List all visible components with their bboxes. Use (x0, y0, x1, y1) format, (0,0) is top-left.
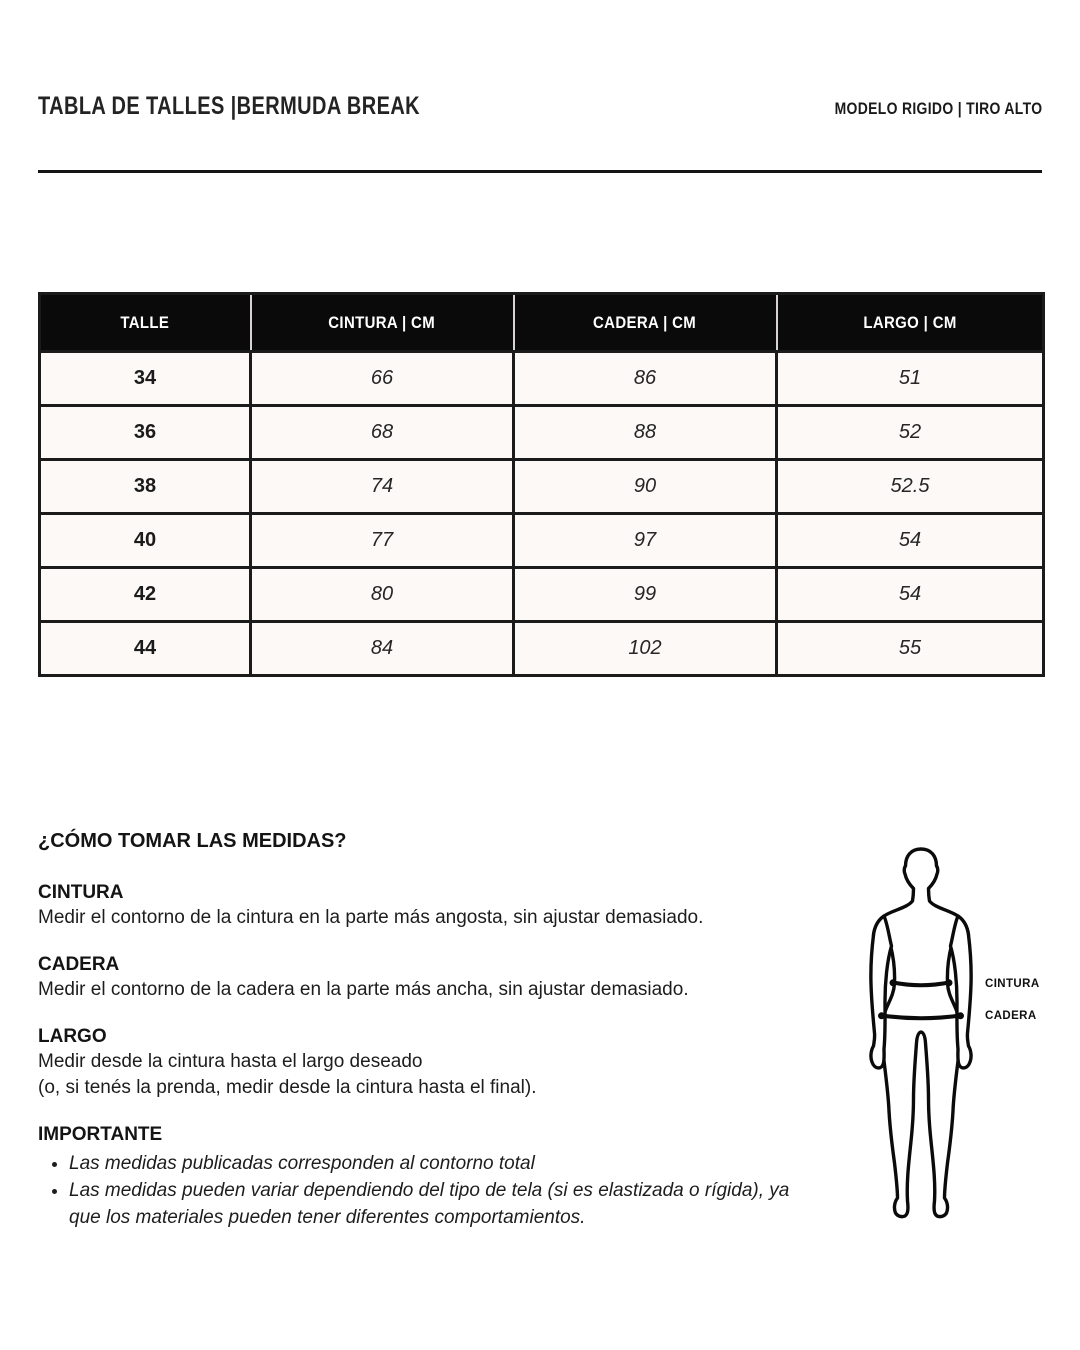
cintura-cell: 66 (251, 352, 514, 406)
waist-line-end-dot (946, 980, 952, 986)
hip-line-end-dot (958, 1013, 964, 1019)
how-to-measure-section (38, 830, 808, 1231)
cadera-cell: 97 (514, 514, 777, 568)
cadera-cell: 88 (514, 406, 777, 460)
cintura-cell: 84 (251, 622, 514, 676)
cintura-cell: 74 (251, 460, 514, 514)
cadera-text: Medir el contorno de la cadera en la parte más ancha, sin ajustar demasiado. (38, 979, 689, 1000)
largo-section (38, 1025, 808, 1101)
figure-label-cadera: CADERA (985, 1010, 1037, 1022)
largo-cell: 55 (777, 622, 1044, 676)
table-row (40, 568, 1044, 622)
size-cell: 36 (40, 406, 251, 460)
largo-cell: 51 (777, 352, 1044, 406)
body-figure (850, 843, 1025, 1248)
table-row (40, 460, 1044, 514)
waist-line-end-dot (890, 980, 896, 986)
important-bullet: • Las medidas publicadas corresponden al contorno total (69, 1150, 808, 1177)
cadera-cell: 86 (514, 352, 777, 406)
cadera-cell: 90 (514, 460, 777, 514)
cintura-heading: CINTURA (38, 882, 124, 903)
largo-cell: 52 (777, 406, 1044, 460)
important-list (38, 1150, 808, 1231)
table-row (40, 352, 1044, 406)
page-title: TABLA DE TALLES |BERMUDA BREAK (38, 92, 421, 120)
column-header-cintura: CINTURA | CM (251, 294, 514, 352)
cadera-cell: 102 (514, 622, 777, 676)
table-row (40, 622, 1044, 676)
how-to-measure-title: ¿CÓMO TOMAR LAS MEDIDAS? (38, 830, 347, 852)
body-measurement-figure (850, 841, 1080, 1256)
table-row (40, 406, 1044, 460)
size-cell: 34 (40, 352, 251, 406)
table-row (40, 514, 1044, 568)
important-bullet: • Las medidas pueden variar dependiendo del tipo de tela (si es elastizada o rígida), ya que los materiales pueden tener diferentes comportamientos. (69, 1177, 808, 1231)
largo-cell: 54 (777, 568, 1044, 622)
column-header-cadera: CADERA | CM (514, 294, 777, 352)
size-cell: 42 (40, 568, 251, 622)
column-header-largo: LARGO | CM (777, 294, 1044, 352)
column-header-talle: TALLE (40, 294, 251, 352)
size-cell: 44 (40, 622, 251, 676)
model-subtitle: MODELO RIGIDO | TIRO ALTO (834, 99, 1042, 118)
important-section (38, 1123, 808, 1231)
size-cell: 38 (40, 460, 251, 514)
cadera-cell: 99 (514, 568, 777, 622)
cintura-text: Medir el contorno de la cintura en la parte más angosta, sin ajustar demasiado. (38, 907, 704, 928)
hip-line-end-dot (879, 1013, 885, 1019)
largo-cell: 54 (777, 514, 1044, 568)
cintura-cell: 77 (251, 514, 514, 568)
size-cell: 40 (40, 514, 251, 568)
size-table (38, 292, 1045, 677)
cintura-cell: 68 (251, 406, 514, 460)
body-outline-path (874, 849, 969, 1217)
largo-text-line1: Medir desde la cintura hasta el largo deseado (38, 1051, 423, 1072)
cadera-section (38, 953, 808, 1003)
important-heading: IMPORTANTE (38, 1124, 163, 1145)
figure-label-cintura: CINTURA (985, 978, 1040, 990)
largo-heading: LARGO (38, 1026, 107, 1047)
cintura-section (38, 881, 808, 931)
cadera-heading: CADERA (38, 954, 120, 975)
header-divider (38, 170, 1042, 173)
table-header-row (40, 294, 1044, 352)
largo-text-line2: (o, si tenés la prenda, medir desde la cintura hasta el final). (38, 1077, 537, 1098)
cintura-cell: 80 (251, 568, 514, 622)
largo-cell: 52.5 (777, 460, 1044, 514)
